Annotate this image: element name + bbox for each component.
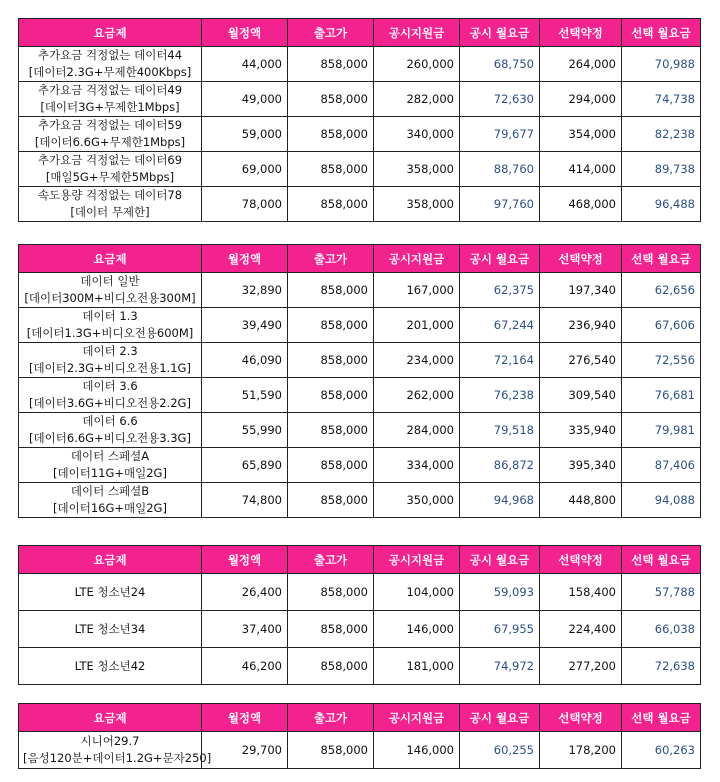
monthly-fee-cell: 39,490 bbox=[202, 308, 288, 343]
monthly-fee-cell: 69,000 bbox=[202, 152, 288, 187]
table-row bbox=[19, 483, 701, 518]
table-row bbox=[19, 611, 701, 648]
plan-name: 추가요금 걱정없는 데이터59 bbox=[37, 118, 183, 132]
header-row bbox=[19, 546, 701, 574]
contract-discount-cell: 197,340 bbox=[540, 273, 622, 308]
device-price-cell: 858,000 bbox=[288, 117, 374, 152]
subsidy-monthly-cell: 76,238 bbox=[460, 378, 540, 413]
plan-detail: [데이터6.6G+비디오전용3.3G] bbox=[29, 431, 191, 445]
table-row bbox=[19, 47, 701, 82]
header-monthly: 월정액 bbox=[202, 704, 288, 732]
monthly-fee-cell: 49,000 bbox=[202, 82, 288, 117]
contract-monthly-cell: 72,556 bbox=[622, 343, 701, 378]
header-subsidy: 공시지원금 bbox=[374, 245, 460, 273]
plan-name-cell bbox=[19, 448, 202, 483]
contract-discount-cell: 236,940 bbox=[540, 308, 622, 343]
plan-detail: [데이터3.6G+비디오전용2.2G] bbox=[29, 396, 191, 410]
subsidy-cell: 181,000 bbox=[374, 648, 460, 685]
plan-table-2 bbox=[18, 244, 701, 518]
plan-name: 추가요금 걱정없는 데이터44 bbox=[37, 48, 183, 62]
plan-name: 데이터 6.6 bbox=[82, 414, 138, 428]
subsidy-cell: 334,000 bbox=[374, 448, 460, 483]
contract-monthly-cell: 57,788 bbox=[622, 574, 701, 611]
plan-detail: [데이터300M+비디오전용300M] bbox=[24, 291, 196, 305]
monthly-fee-cell: 44,000 bbox=[202, 47, 288, 82]
subsidy-cell: 358,000 bbox=[374, 187, 460, 222]
header-price: 출고가 bbox=[288, 19, 374, 47]
plan-name-cell bbox=[19, 732, 212, 769]
plan-name-cell bbox=[19, 47, 202, 82]
plan-table-3 bbox=[18, 545, 701, 685]
plan-name-cell bbox=[19, 483, 202, 518]
device-price-cell: 858,000 bbox=[288, 611, 374, 648]
plan-detail: [데이터11G+매일2G] bbox=[53, 466, 167, 480]
plan-name: 데이터 일반 bbox=[80, 274, 140, 288]
plan-name: 데이터 스페셜A bbox=[70, 449, 150, 463]
device-price-cell: 858,000 bbox=[288, 648, 374, 685]
plan-detail: [데이터16G+매일2G] bbox=[53, 501, 167, 515]
header-contract: 선택약정 bbox=[540, 19, 622, 47]
plan-name: LTE 청소년42 bbox=[74, 658, 146, 673]
monthly-fee-cell: 29,700 bbox=[202, 732, 288, 769]
header-subsidy-monthly: 공시 월요금 bbox=[460, 704, 540, 732]
plan-detail: [매일5G+무제한5Mbps] bbox=[45, 170, 175, 184]
table-row bbox=[19, 378, 701, 413]
contract-discount-cell: 395,340 bbox=[540, 448, 622, 483]
header-subsidy: 공시지원금 bbox=[374, 546, 460, 574]
header-plan: 요금제 bbox=[19, 704, 202, 732]
table-row bbox=[19, 732, 701, 769]
table-row bbox=[19, 574, 701, 611]
device-price-cell: 858,000 bbox=[288, 152, 374, 187]
monthly-fee-cell: 46,200 bbox=[202, 648, 288, 685]
header-subsidy-monthly: 공시 월요금 bbox=[460, 19, 540, 47]
plan-name: 데이터 3.6 bbox=[82, 379, 138, 393]
device-price-cell: 858,000 bbox=[288, 308, 374, 343]
monthly-fee-cell: 59,000 bbox=[202, 117, 288, 152]
plan-detail: [데이터2.3G+무제한400Kbps] bbox=[28, 65, 192, 79]
table-row bbox=[19, 343, 701, 378]
device-price-cell: 858,000 bbox=[288, 273, 374, 308]
header-row bbox=[19, 704, 701, 732]
plan-name: 추가요금 걱정없는 데이터69 bbox=[37, 153, 183, 167]
subsidy-cell: 284,000 bbox=[374, 413, 460, 448]
header-subsidy: 공시지원금 bbox=[374, 704, 460, 732]
subsidy-monthly-cell: 67,955 bbox=[460, 611, 540, 648]
contract-monthly-cell: 62,656 bbox=[622, 273, 701, 308]
device-price-cell: 858,000 bbox=[288, 732, 374, 769]
contract-discount-cell: 264,000 bbox=[540, 47, 622, 82]
header-contract-monthly: 선택 월요금 bbox=[622, 245, 701, 273]
contract-discount-cell: 178,200 bbox=[540, 732, 622, 769]
plan-name-cell bbox=[19, 308, 202, 343]
plan-name-cell bbox=[19, 343, 202, 378]
header-contract-monthly: 선택 월요금 bbox=[622, 704, 701, 732]
subsidy-cell: 234,000 bbox=[374, 343, 460, 378]
header-subsidy-monthly: 공시 월요금 bbox=[460, 546, 540, 574]
subsidy-monthly-cell: 67,244 bbox=[460, 308, 540, 343]
plan-name: 데이터 2.3 bbox=[82, 344, 138, 358]
subsidy-cell: 201,000 bbox=[374, 308, 460, 343]
contract-discount-cell: 335,940 bbox=[540, 413, 622, 448]
device-price-cell: 858,000 bbox=[288, 483, 374, 518]
device-price-cell: 858,000 bbox=[288, 378, 374, 413]
device-price-cell: 858,000 bbox=[288, 343, 374, 378]
header-plan: 요금제 bbox=[19, 19, 202, 47]
subsidy-monthly-cell: 88,760 bbox=[460, 152, 540, 187]
subsidy-cell: 282,000 bbox=[374, 82, 460, 117]
subsidy-cell: 350,000 bbox=[374, 483, 460, 518]
contract-discount-cell: 468,000 bbox=[540, 187, 622, 222]
plan-name-cell bbox=[19, 413, 202, 448]
header-contract: 선택약정 bbox=[540, 546, 622, 574]
contract-monthly-cell: 60,263 bbox=[622, 732, 701, 769]
subsidy-monthly-cell: 94,968 bbox=[460, 483, 540, 518]
contract-discount-cell: 414,000 bbox=[540, 152, 622, 187]
header-plan: 요금제 bbox=[19, 245, 202, 273]
table-row bbox=[19, 308, 701, 343]
subsidy-monthly-cell: 86,872 bbox=[460, 448, 540, 483]
plan-name: LTE 청소년34 bbox=[74, 621, 146, 636]
subsidy-cell: 146,000 bbox=[374, 611, 460, 648]
contract-monthly-cell: 82,238 bbox=[622, 117, 701, 152]
monthly-fee-cell: 65,890 bbox=[202, 448, 288, 483]
plan-name: 시니어29.7 bbox=[80, 734, 140, 748]
header-subsidy: 공시지원금 bbox=[374, 19, 460, 47]
monthly-fee-cell: 37,400 bbox=[202, 611, 288, 648]
device-price-cell: 858,000 bbox=[288, 187, 374, 222]
device-price-cell: 858,000 bbox=[288, 47, 374, 82]
subsidy-monthly-cell: 68,750 bbox=[460, 47, 540, 82]
plan-name-cell bbox=[19, 611, 202, 648]
subsidy-cell: 358,000 bbox=[374, 152, 460, 187]
subsidy-cell: 146,000 bbox=[374, 732, 460, 769]
contract-monthly-cell: 70,988 bbox=[622, 47, 701, 82]
contract-monthly-cell: 74,738 bbox=[622, 82, 701, 117]
table-row bbox=[19, 448, 701, 483]
contract-monthly-cell: 67,606 bbox=[622, 308, 701, 343]
plan-detail: [데이터2.3G+비디오전용1.1G] bbox=[29, 361, 191, 375]
monthly-fee-cell: 74,800 bbox=[202, 483, 288, 518]
contract-discount-cell: 158,400 bbox=[540, 574, 622, 611]
plan-table-4 bbox=[18, 703, 701, 769]
subsidy-monthly-cell: 72,630 bbox=[460, 82, 540, 117]
table-row bbox=[19, 152, 701, 187]
subsidy-monthly-cell: 79,518 bbox=[460, 413, 540, 448]
device-price-cell: 858,000 bbox=[288, 82, 374, 117]
subsidy-cell: 104,000 bbox=[374, 574, 460, 611]
header-monthly: 월정액 bbox=[202, 19, 288, 47]
subsidy-monthly-cell: 62,375 bbox=[460, 273, 540, 308]
contract-monthly-cell: 94,088 bbox=[622, 483, 701, 518]
contract-discount-cell: 354,000 bbox=[540, 117, 622, 152]
subsidy-cell: 260,000 bbox=[374, 47, 460, 82]
plan-name-cell bbox=[19, 117, 202, 152]
header-row bbox=[19, 245, 701, 273]
header-contract: 선택약정 bbox=[540, 704, 622, 732]
plan-name-cell bbox=[19, 574, 202, 611]
header-plan: 요금제 bbox=[19, 546, 202, 574]
subsidy-cell: 340,000 bbox=[374, 117, 460, 152]
monthly-fee-cell: 78,000 bbox=[202, 187, 288, 222]
plan-detail: [데이터 무제한] bbox=[70, 205, 150, 219]
contract-discount-cell: 448,800 bbox=[540, 483, 622, 518]
contract-monthly-cell: 76,681 bbox=[622, 378, 701, 413]
subsidy-cell: 167,000 bbox=[374, 273, 460, 308]
table-row bbox=[19, 413, 701, 448]
plan-table-1 bbox=[18, 18, 701, 222]
plan-name-cell bbox=[19, 187, 202, 222]
subsidy-monthly-cell: 97,760 bbox=[460, 187, 540, 222]
plan-name-cell bbox=[19, 152, 202, 187]
subsidy-monthly-cell: 59,093 bbox=[460, 574, 540, 611]
contract-monthly-cell: 89,738 bbox=[622, 152, 701, 187]
plan-name-cell bbox=[19, 273, 202, 308]
plan-detail: [데이터3G+무제한1Mbps] bbox=[40, 100, 180, 114]
subsidy-monthly-cell: 72,164 bbox=[460, 343, 540, 378]
contract-monthly-cell: 72,638 bbox=[622, 648, 701, 685]
contract-monthly-cell: 87,406 bbox=[622, 448, 701, 483]
plan-name: LTE 청소년24 bbox=[74, 584, 146, 599]
plan-detail: [데이터6.6G+무제한1Mbps] bbox=[34, 135, 186, 149]
contract-monthly-cell: 96,488 bbox=[622, 187, 701, 222]
plan-name: 속도용량 걱정없는 데이터78 bbox=[37, 188, 183, 202]
contract-monthly-cell: 66,038 bbox=[622, 611, 701, 648]
subsidy-cell: 262,000 bbox=[374, 378, 460, 413]
monthly-fee-cell: 55,990 bbox=[202, 413, 288, 448]
header-contract-monthly: 선택 월요금 bbox=[622, 546, 701, 574]
header-row bbox=[19, 19, 701, 47]
plan-name: 데이터 스페셜B bbox=[70, 484, 150, 498]
header-contract-monthly: 선택 월요금 bbox=[622, 19, 701, 47]
monthly-fee-cell: 32,890 bbox=[202, 273, 288, 308]
plan-name: 데이터 1.3 bbox=[82, 309, 138, 323]
contract-discount-cell: 294,000 bbox=[540, 82, 622, 117]
table-row bbox=[19, 273, 701, 308]
plan-name: 추가요금 걱정없는 데이터49 bbox=[37, 83, 183, 97]
header-monthly: 월정액 bbox=[202, 245, 288, 273]
subsidy-monthly-cell: 60,255 bbox=[460, 732, 540, 769]
header-monthly: 월정액 bbox=[202, 546, 288, 574]
subsidy-monthly-cell: 74,972 bbox=[460, 648, 540, 685]
plan-detail: [음성120분+데이터1.2G+문자250] bbox=[23, 751, 212, 765]
monthly-fee-cell: 46,090 bbox=[202, 343, 288, 378]
contract-discount-cell: 224,400 bbox=[540, 611, 622, 648]
plan-detail: [데이터1.3G+비디오전용600M] bbox=[26, 326, 194, 340]
monthly-fee-cell: 26,400 bbox=[202, 574, 288, 611]
contract-discount-cell: 276,540 bbox=[540, 343, 622, 378]
contract-discount-cell: 277,200 bbox=[540, 648, 622, 685]
plan-name-cell bbox=[19, 82, 202, 117]
subsidy-monthly-cell: 79,677 bbox=[460, 117, 540, 152]
header-price: 출고가 bbox=[288, 245, 374, 273]
header-contract: 선택약정 bbox=[540, 245, 622, 273]
plan-name-cell bbox=[19, 378, 202, 413]
contract-monthly-cell: 79,981 bbox=[622, 413, 701, 448]
device-price-cell: 858,000 bbox=[288, 574, 374, 611]
contract-discount-cell: 309,540 bbox=[540, 378, 622, 413]
header-price: 출고가 bbox=[288, 704, 374, 732]
plan-name-cell bbox=[19, 648, 202, 685]
device-price-cell: 858,000 bbox=[288, 413, 374, 448]
table-row bbox=[19, 117, 701, 152]
header-price: 출고가 bbox=[288, 546, 374, 574]
table-row bbox=[19, 648, 701, 685]
table-row bbox=[19, 82, 701, 117]
header-subsidy-monthly: 공시 월요금 bbox=[460, 245, 540, 273]
device-price-cell: 858,000 bbox=[288, 448, 374, 483]
table-row bbox=[19, 187, 701, 222]
monthly-fee-cell: 51,590 bbox=[202, 378, 288, 413]
